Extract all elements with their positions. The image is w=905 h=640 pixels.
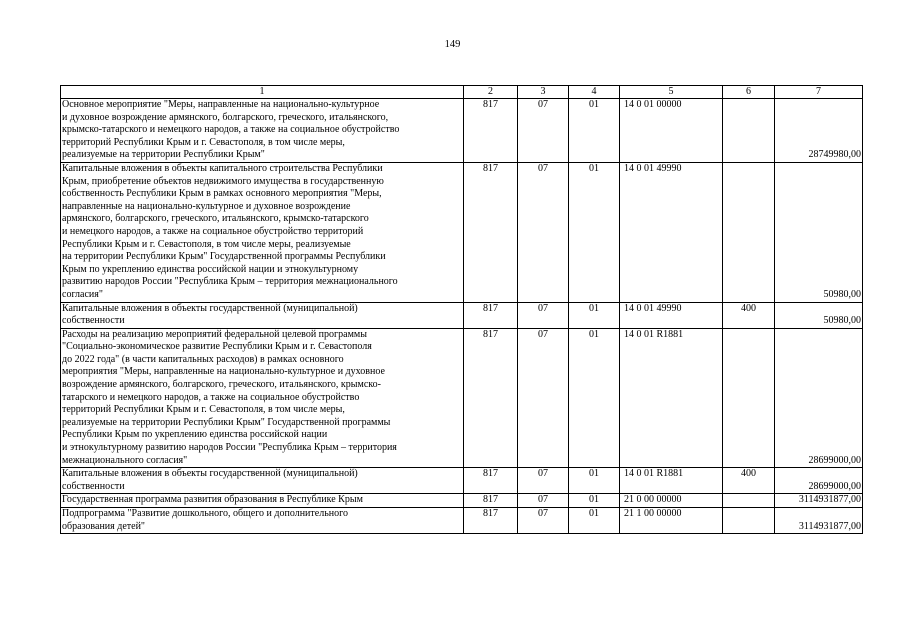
description-line: реализуемые на территории Республики Крым" Государственной программы	[62, 416, 391, 428]
description-line: реализуемые на территории Республики Крым"	[62, 149, 265, 161]
target-article-cell: 14 0 01 R1881	[620, 328, 723, 468]
amount-cell: 50980,00	[775, 302, 863, 328]
target-article-cell: 21 1 00 00000	[620, 508, 723, 534]
section-code-cell: 07	[518, 508, 569, 534]
expense-type-cell	[723, 162, 775, 302]
admin-code-cell: 817	[464, 328, 518, 468]
subsection-code-cell: 01	[569, 328, 620, 468]
description-line: территорий Республики Крым и г. Севастополя, в том числе меры,	[62, 136, 345, 148]
admin-code-cell: 817	[464, 508, 518, 534]
section-code-cell: 07	[518, 328, 569, 468]
budget-table	[60, 85, 863, 534]
description-line: татарского и немецкого народов, а также на социальное обустройство	[62, 391, 360, 403]
section-code-cell: 07	[518, 494, 569, 508]
subsection-code-cell: 01	[569, 468, 620, 494]
column-header: 1	[61, 86, 464, 99]
admin-code-cell: 817	[464, 468, 518, 494]
subsection-code-cell: 01	[569, 162, 620, 302]
description-line: крымско-татарского и немецкого народов, а также на социальное обустройство	[62, 124, 400, 136]
description-line: Республики Крым и г. Севастополя, в том числе меры, реализуемые	[62, 238, 351, 250]
description-line: собственность Республики Крым в рамках основного мероприятия "Меры,	[62, 188, 382, 200]
description-line: собственности	[62, 315, 125, 327]
amount-cell: 50980,00	[775, 162, 863, 302]
target-article-cell: 14 0 01 00000	[620, 99, 723, 163]
column-header: 2	[464, 86, 518, 99]
row-description	[61, 302, 464, 328]
target-article-cell: 21 0 00 00000	[620, 494, 723, 508]
expense-type-cell: 400	[723, 302, 775, 328]
description-line: и духовное возрождение армянского, болгарского, греческого, итальянского,	[62, 111, 389, 123]
table-row	[61, 328, 863, 468]
description-line: Основное мероприятие "Меры, направленные на национально-культурное	[62, 99, 380, 110]
subsection-code-cell: 01	[569, 508, 620, 534]
subsection-code-cell: 01	[569, 302, 620, 328]
row-description	[61, 494, 464, 508]
expense-type-cell	[723, 328, 775, 468]
expense-type-cell: 400	[723, 468, 775, 494]
description-line: мероприятия "Меры, направленные на национально-культурное и духовное	[62, 366, 385, 378]
description-line: межнационального согласия"	[62, 454, 188, 466]
target-article-cell: 14 0 01 49990	[620, 162, 723, 302]
section-code-cell: 07	[518, 302, 569, 328]
description-line: Капитальные вложения в объекты государственной (муниципальной)	[62, 302, 358, 314]
admin-code-cell: 817	[464, 494, 518, 508]
amount-cell: 28749980,00	[775, 99, 863, 163]
description-line: до 2022 года" (в части капитальных расходов) в рамках основного	[62, 353, 344, 365]
description-line: образования детей"	[62, 520, 146, 532]
column-header: 3	[518, 86, 569, 99]
amount-cell: 3114931877,00	[775, 508, 863, 534]
description-line: Республики Крым по укреплению единства российской нации	[62, 429, 328, 441]
description-line: "Социально-экономическое развитие Республики Крым и г. Севастополя	[62, 341, 372, 353]
row-description	[61, 468, 464, 494]
admin-code-cell: 817	[464, 99, 518, 163]
amount-cell: 28699000,00	[775, 328, 863, 468]
table-row	[61, 508, 863, 534]
amount-cell: 3114931877,00	[775, 494, 863, 508]
target-article-cell: 14 0 01 49990	[620, 302, 723, 328]
description-line: армянского, болгарского, греческого, итальянского, крымско-татарского	[62, 213, 369, 225]
section-code-cell: 07	[518, 99, 569, 163]
description-line: Капитальные вложения в объекты капитального строительства Республики	[62, 162, 383, 174]
table-row	[61, 468, 863, 494]
column-header: 5	[620, 86, 723, 99]
subsection-code-cell: 01	[569, 99, 620, 163]
description-line: Крым, приобретение объектов недвижимого имущества в государственную	[62, 175, 384, 187]
subsection-code-cell: 01	[569, 494, 620, 508]
description-line: Государственная программа развития образования в Республике Крым	[62, 494, 363, 506]
description-line: Крым по укреплению единства российской нации и этнокультурному	[62, 263, 359, 275]
page-number: 149	[444, 39, 461, 50]
column-header: 4	[569, 86, 620, 99]
description-line: направленные на национально-культурное и духовное возрождение	[62, 200, 351, 212]
description-line: возрождение армянского, болгарского, греческого, итальянского, крымско-	[62, 379, 381, 391]
row-description	[61, 508, 464, 534]
description-line: и немецкого народов, а также на социальное обустройство территорий	[62, 225, 364, 237]
description-line: Капитальные вложения в объекты государственной (муниципальной)	[62, 468, 358, 480]
amount-cell: 28699000,00	[775, 468, 863, 494]
table-row	[61, 99, 863, 163]
admin-code-cell: 817	[464, 162, 518, 302]
expense-type-cell	[723, 508, 775, 534]
target-article-cell: 14 0 01 R1881	[620, 468, 723, 494]
description-line: собственности	[62, 480, 125, 492]
description-line: Подпрограмма "Развитие дошкольного, общего и дополнительного	[62, 508, 348, 519]
section-code-cell: 07	[518, 162, 569, 302]
admin-code-cell: 817	[464, 302, 518, 328]
description-line: территорий Республики Крым и г. Севастополя, в том числе меры,	[62, 404, 345, 416]
description-line: развитию народов России "Республика Крым – территория межнационального	[62, 276, 398, 288]
table-row	[61, 162, 863, 302]
section-code-cell: 07	[518, 468, 569, 494]
description-line: Расходы на реализацию мероприятий федеральной целевой программы	[62, 328, 367, 340]
expense-type-cell	[723, 99, 775, 163]
table-row	[61, 494, 863, 508]
expense-type-cell	[723, 494, 775, 508]
row-description	[61, 162, 464, 302]
column-header: 6	[723, 86, 775, 99]
table-row	[61, 302, 863, 328]
description-line: на территории Республики Крым" Государственной программы Республики	[62, 251, 386, 263]
row-description	[61, 99, 464, 163]
header-row	[61, 86, 863, 99]
column-header: 7	[775, 86, 863, 99]
description-line: согласия"	[62, 288, 103, 300]
description-line: и этнокультурному развитию народов России "Республика Крым – территория	[62, 442, 397, 454]
row-description	[61, 328, 464, 468]
